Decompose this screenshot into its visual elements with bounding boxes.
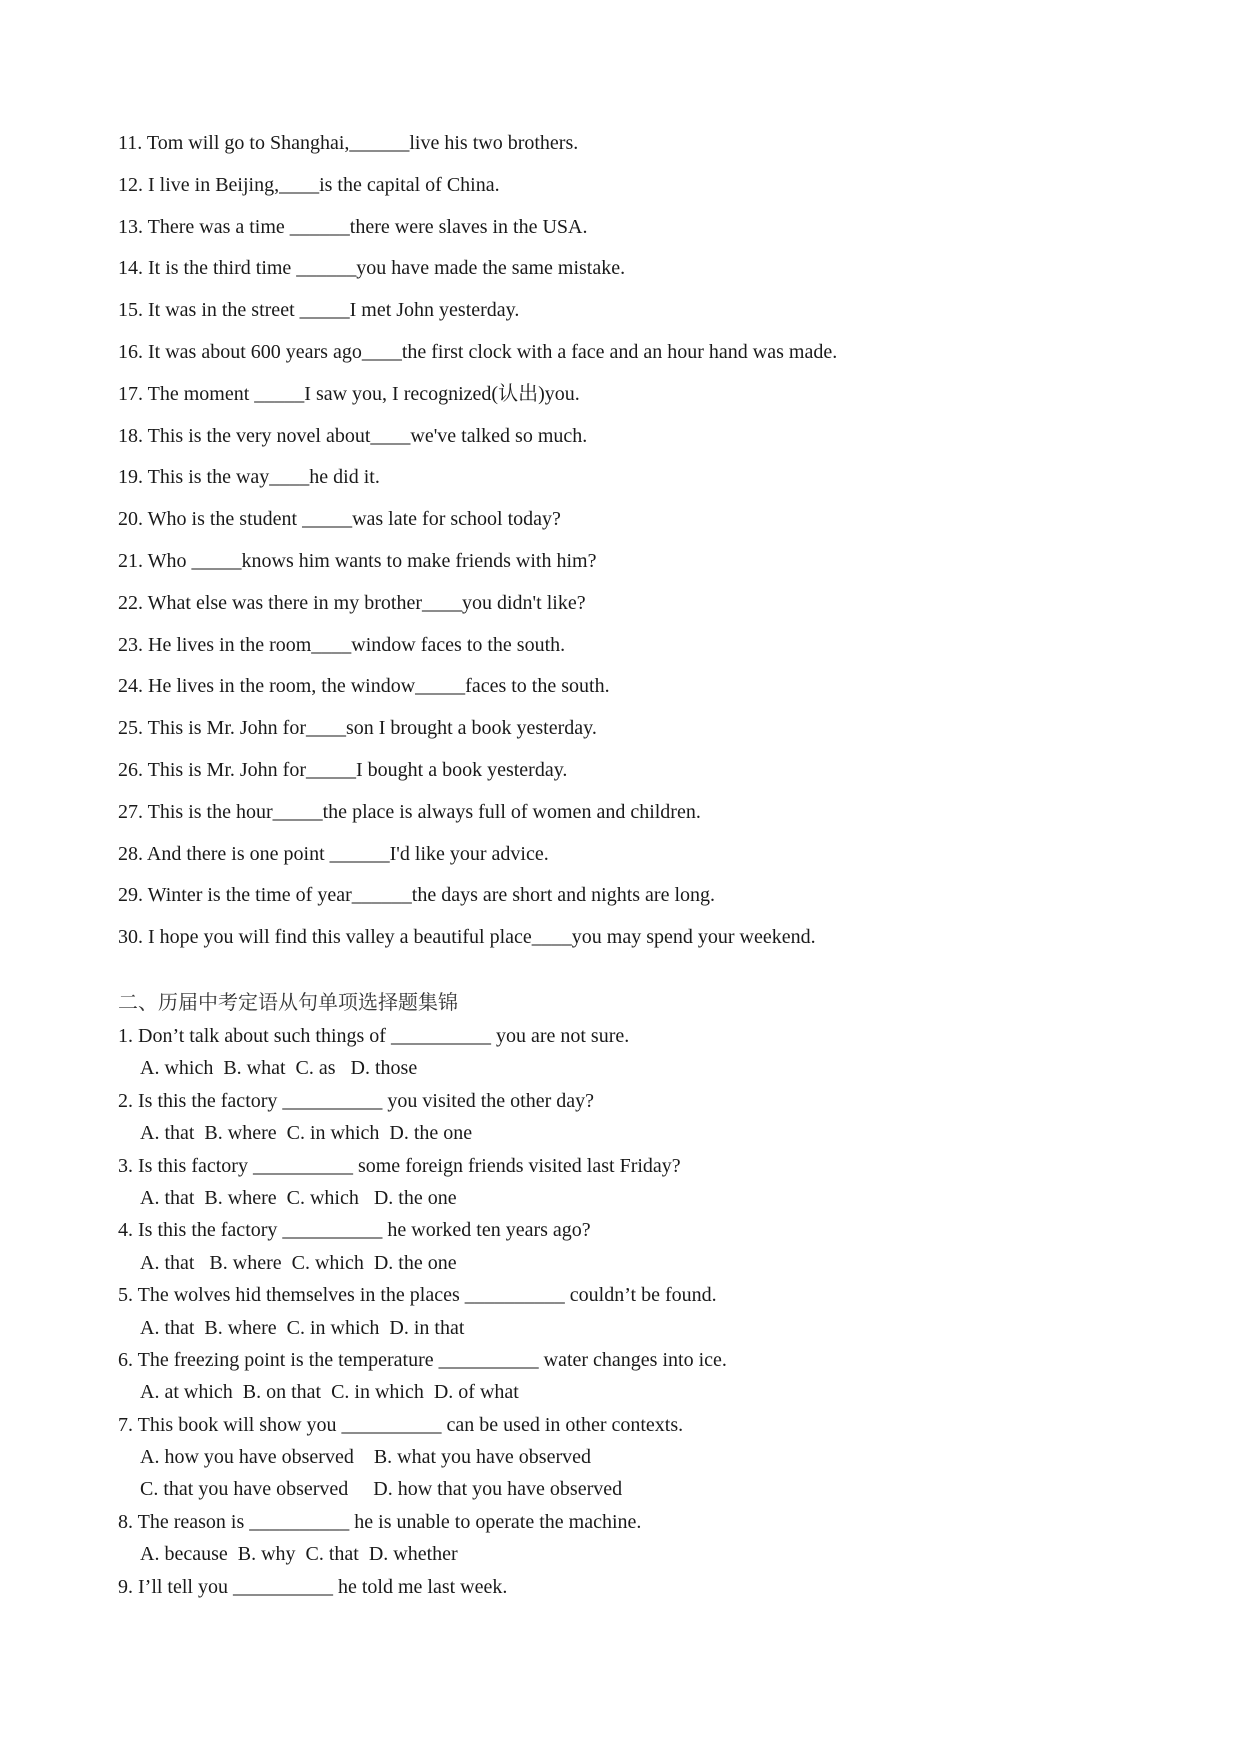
question-14: 14. It is the third time ______you have made the same mistake. bbox=[118, 257, 626, 280]
question-18: 18. This is the very novel about____we've talked so much. bbox=[118, 424, 588, 447]
question-17: 17. The moment _____I saw you, I recognized(认出)you. bbox=[118, 382, 580, 405]
question-28: 28. And there is one point ______I'd like your advice. bbox=[118, 842, 549, 865]
question-27: 27. This is the hour_____the place is always full of women and children. bbox=[118, 800, 701, 823]
mc-question-2: 2. Is this the factory __________ you visited the other day? bbox=[118, 1089, 595, 1112]
mc-question-5: 5. The wolves hid themselves in the places __________ couldn’t be found. bbox=[118, 1284, 717, 1307]
question-12: 12. I live in Beijing,____is the capital of China. bbox=[118, 173, 500, 196]
mc-options-2: A. that B. where C. in which D. the one bbox=[140, 1122, 473, 1145]
question-30: 30. I hope you will find this valley a beautiful place____you may spend your weekend. bbox=[118, 926, 816, 949]
question-22: 22. What else was there in my brother____you didn't like? bbox=[118, 591, 586, 614]
question-29: 29. Winter is the time of year______the days are short and nights are long. bbox=[118, 884, 716, 907]
question-19: 19. This is the way____he did it. bbox=[118, 466, 380, 489]
mc-question-6: 6. The freezing point is the temperature __________ water changes into ice. bbox=[118, 1348, 727, 1371]
mc-question-7: 7. This book will show you __________ can be used in other contexts. bbox=[118, 1413, 684, 1436]
fill-in-questions bbox=[118, 126, 837, 962]
question-24: 24. He lives in the room, the window_____faces to the south. bbox=[118, 675, 610, 698]
question-15: 15. It was in the street _____I met John yesterday. bbox=[118, 299, 520, 322]
mc-question-3: 3. Is this factory __________ some foreign friends visited last Friday? bbox=[118, 1154, 681, 1177]
mc-question-9: 9. I’ll tell you __________ he told me last week. bbox=[118, 1575, 508, 1598]
mc-options-8: A. because B. why C. that D. whether bbox=[140, 1543, 458, 1566]
mc-options-1: A. which B. what C. as D. those bbox=[140, 1057, 418, 1080]
question-21: 21. Who _____knows him wants to make friends with him? bbox=[118, 549, 597, 572]
question-26: 26. This is Mr. John for_____I bought a book yesterday. bbox=[118, 758, 568, 781]
mc-question-1: 1. Don’t talk about such things of __________ you are not sure. bbox=[118, 1025, 630, 1047]
question-16: 16. It was about 600 years ago____the first clock with a face and an hour hand was made. bbox=[118, 340, 838, 363]
section-heading: 二、历届中考定语从句单项选择题集锦 bbox=[118, 992, 458, 1014]
mc-options-7b: C. that you have observed D. how that you have observed bbox=[140, 1478, 623, 1501]
mc-question-8: 8. The reason is __________ he is unable to operate the machine. bbox=[118, 1510, 642, 1533]
mc-options-4: A. that B. where C. which D. the one bbox=[140, 1251, 457, 1274]
mc-options-7a: A. how you have observed B. what you have observed bbox=[140, 1446, 592, 1469]
multiple-choice-questions bbox=[118, 1021, 727, 1604]
mc-question-4: 4. Is this the factory __________ he worked ten years ago? bbox=[118, 1219, 591, 1242]
question-11: 11. Tom will go to Shanghai,______live his two brothers. bbox=[118, 132, 579, 154]
question-25: 25. This is Mr. John for____son I brought a book yesterday. bbox=[118, 717, 597, 740]
question-13: 13. There was a time ______there were slaves in the USA. bbox=[118, 215, 588, 238]
mc-options-5: A. that B. where C. in which D. in that bbox=[140, 1316, 465, 1339]
question-20: 20. Who is the student _____was late for school today? bbox=[118, 508, 561, 531]
mc-options-6: A. at which B. on that C. in which D. of what bbox=[140, 1381, 519, 1404]
question-23: 23. He lives in the room____window faces to the south. bbox=[118, 633, 566, 656]
mc-options-3: A. that B. where C. which D. the one bbox=[140, 1186, 457, 1209]
